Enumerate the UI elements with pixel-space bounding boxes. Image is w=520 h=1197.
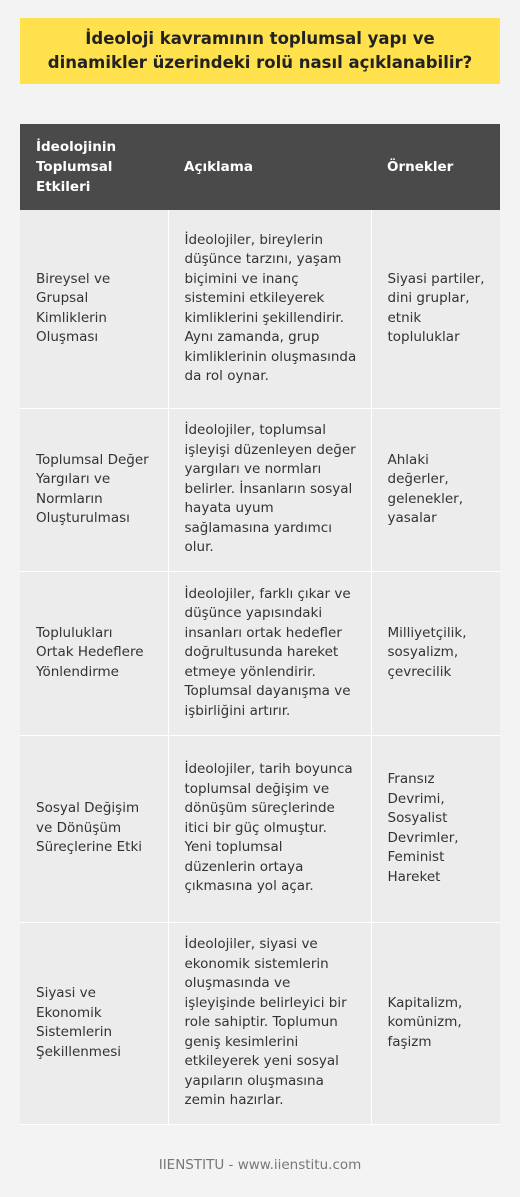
table-row: [20, 922, 500, 1124]
examples-cell: Siyasi partiler, dini gruplar, etnik topluluklar: [371, 210, 500, 408]
description-cell: İdeolojiler, toplumsal işleyişi düzenleyen değer yargıları ve normları belirler. İnsanların sosyal hayata uyum sağlamasına yardımcı olur.: [168, 408, 371, 571]
header-description: Açıklama: [168, 124, 371, 210]
examples-cell: Fransız Devrimi, Sosyalist Devrimler, Feminist Hareket: [371, 735, 500, 922]
title-banner: [20, 18, 500, 84]
header-examples: Örnekler: [371, 124, 500, 210]
header-effects: İdeolojinin Toplumsal Etkileri: [20, 124, 168, 210]
effect-cell: Sosyal Değişim ve Dönüşüm Süreçlerine Etki: [20, 735, 168, 922]
description-cell: İdeolojiler, farklı çıkar ve düşünce yapısındaki insanları ortak hedefler doğrultusunda hareket etmeye yönlendirir. Toplumsal dayanışma ve işbirliğini artırır.: [168, 571, 371, 735]
ideology-table: [20, 124, 500, 1125]
examples-cell: Kapitalizm, komünizm, faşizm: [371, 922, 500, 1124]
effect-cell: Toplulukları Ortak Hedeflere Yönlendirme: [20, 571, 168, 735]
table-header-row: [20, 124, 500, 210]
description-cell: İdeolojiler, siyasi ve ekonomik sistemlerin oluşmasında ve işleyişinde belirleyici bir role sahiptir. Toplumun geniş kesimlerini etkileyerek yeni sosyal yapıların oluşmasına zemin hazırlar.: [168, 922, 371, 1124]
examples-cell: Ahlaki değerler, gelenekler, yasalar: [371, 408, 500, 571]
effect-cell: Toplumsal Değer Yargıları ve Normların Oluşturulması: [20, 408, 168, 571]
table-row: [20, 210, 500, 408]
description-cell: İdeolojiler, bireylerin düşünce tarzını, yaşam biçimini ve inanç sistemini etkileyerek kimliklerini şekillendirir. Aynı zamanda, grup kimliklerinin oluşmasında da rol oynar.: [168, 210, 371, 408]
table-row: [20, 735, 500, 922]
examples-cell: Milliyetçilik, sosyalizm, çevrecilik: [371, 571, 500, 735]
footer-credit: IIENSTITU - www.iienstitu.com: [158, 1157, 362, 1173]
page-title: İdeoloji kavramının toplumsal yapı ve dinamikler üzerindeki rolü nasıl açıklanabilir?: [47, 29, 473, 72]
table-row: [20, 408, 500, 571]
table-row: [20, 571, 500, 735]
description-cell: İdeolojiler, tarih boyunca toplumsal değişim ve dönüşüm süreçlerinde itici bir güç olmuştur. Yeni toplumsal düzenlerin ortaya çıkmasına yol açar.: [168, 735, 371, 922]
effect-cell: Bireysel ve Grupsal Kimliklerin Oluşması: [20, 210, 168, 408]
effect-cell: Siyasi ve Ekonomik Sistemlerin Şekillenmesi: [20, 922, 168, 1124]
